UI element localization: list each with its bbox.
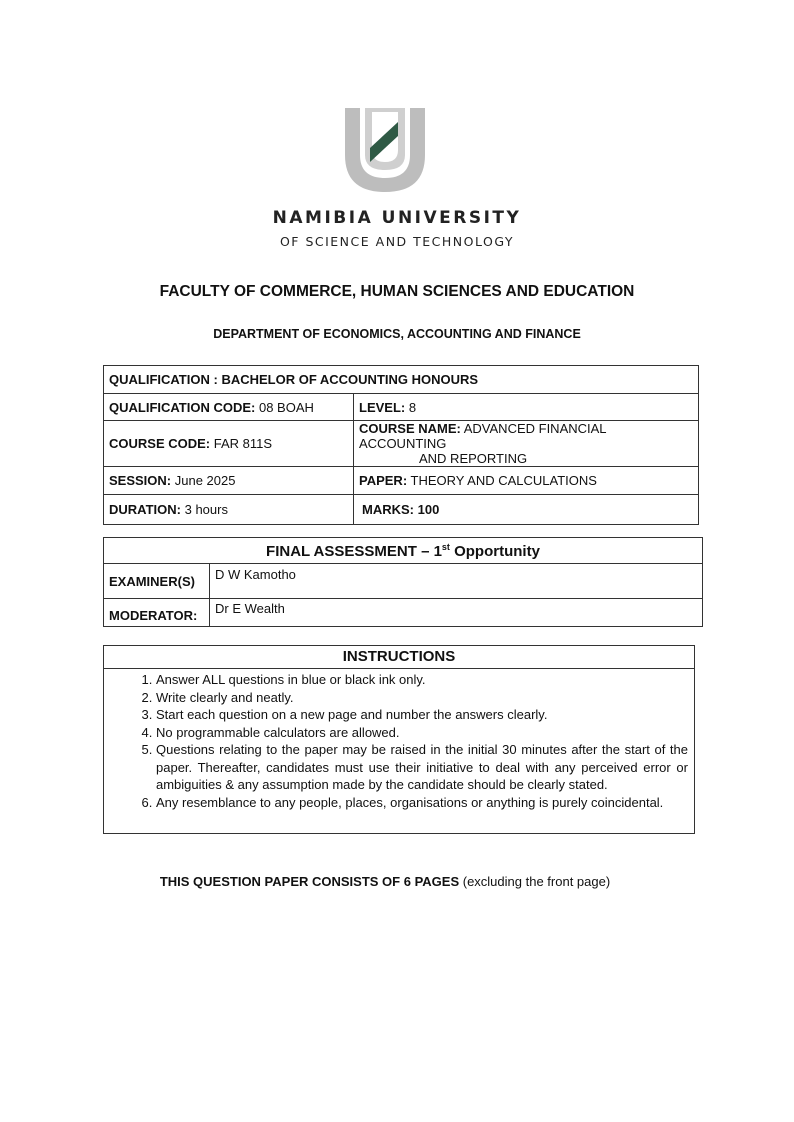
examiner-name: D W Kamotho	[210, 564, 703, 599]
marks-cell: MARKS: 100	[354, 495, 699, 525]
session-cell: SESSION: June 2025	[104, 467, 354, 495]
assessment-table	[103, 537, 703, 627]
paper-cell: PAPER: THEORY AND CALCULATIONS	[354, 467, 699, 495]
instructions-list	[104, 671, 694, 811]
university-name: NAMIBIA UNIVERSITY	[272, 208, 522, 228]
moderator-name: Dr E Wealth	[210, 599, 703, 627]
qualification-cell: QUALIFICATION : BACHELOR OF ACCOUNTING HONOURS	[104, 366, 699, 394]
moderator-label: MODERATOR:	[104, 599, 210, 627]
instruction-item: 2. Write clearly and neatly.	[156, 689, 688, 707]
duration-cell: DURATION: 3 hours	[104, 495, 354, 525]
examiner-label: EXAMINER(S)	[104, 564, 210, 599]
university-subtitle: OF SCIENCE AND TECHNOLOGY	[279, 234, 515, 249]
assessment-title: FINAL ASSESSMENT – 1st Opportunity	[104, 538, 703, 564]
qualification-code-cell: QUALIFICATION CODE: 08 BOAH	[104, 394, 354, 421]
instruction-item: 4. No programmable calculators are allowed.	[156, 724, 688, 742]
course-code-cell: COURSE CODE: FAR 811S	[104, 421, 354, 467]
university-logo-icon	[340, 100, 430, 195]
course-name-cell: COURSE NAME: ADVANCED FINANCIAL ACCOUNTING AND REPORTING	[354, 421, 699, 467]
instruction-item: 1. Answer ALL questions in blue or black ink only.	[156, 671, 688, 689]
instruction-item: 3. Start each question on a new page and number the answers clearly.	[156, 706, 688, 724]
instructions-box	[103, 645, 695, 834]
level-cell: LEVEL: 8	[354, 394, 699, 421]
course-info-table	[103, 365, 699, 525]
page-count-note: THIS QUESTION PAPER CONSISTS OF 6 PAGES (excluding the front page)	[159, 874, 611, 889]
instruction-item: 5. Questions relating to the paper may be raised in the initial 30 minutes after the start of the paper. Thereafter, candidates must use their initiative to deal with any perceived error or ambiguities & any assumption made by the candidate should be clearly stated.	[156, 741, 688, 794]
department-title: DEPARTMENT OF ECONOMICS, ACCOUNTING AND FINANCE	[213, 327, 581, 341]
instructions-title: INSTRUCTIONS	[104, 646, 694, 669]
faculty-title: FACULTY OF COMMERCE, HUMAN SCIENCES AND EDUCATION	[159, 283, 635, 300]
instruction-item: 6. Any resemblance to any people, places, organisations or anything is purely coincidental.	[156, 794, 688, 812]
